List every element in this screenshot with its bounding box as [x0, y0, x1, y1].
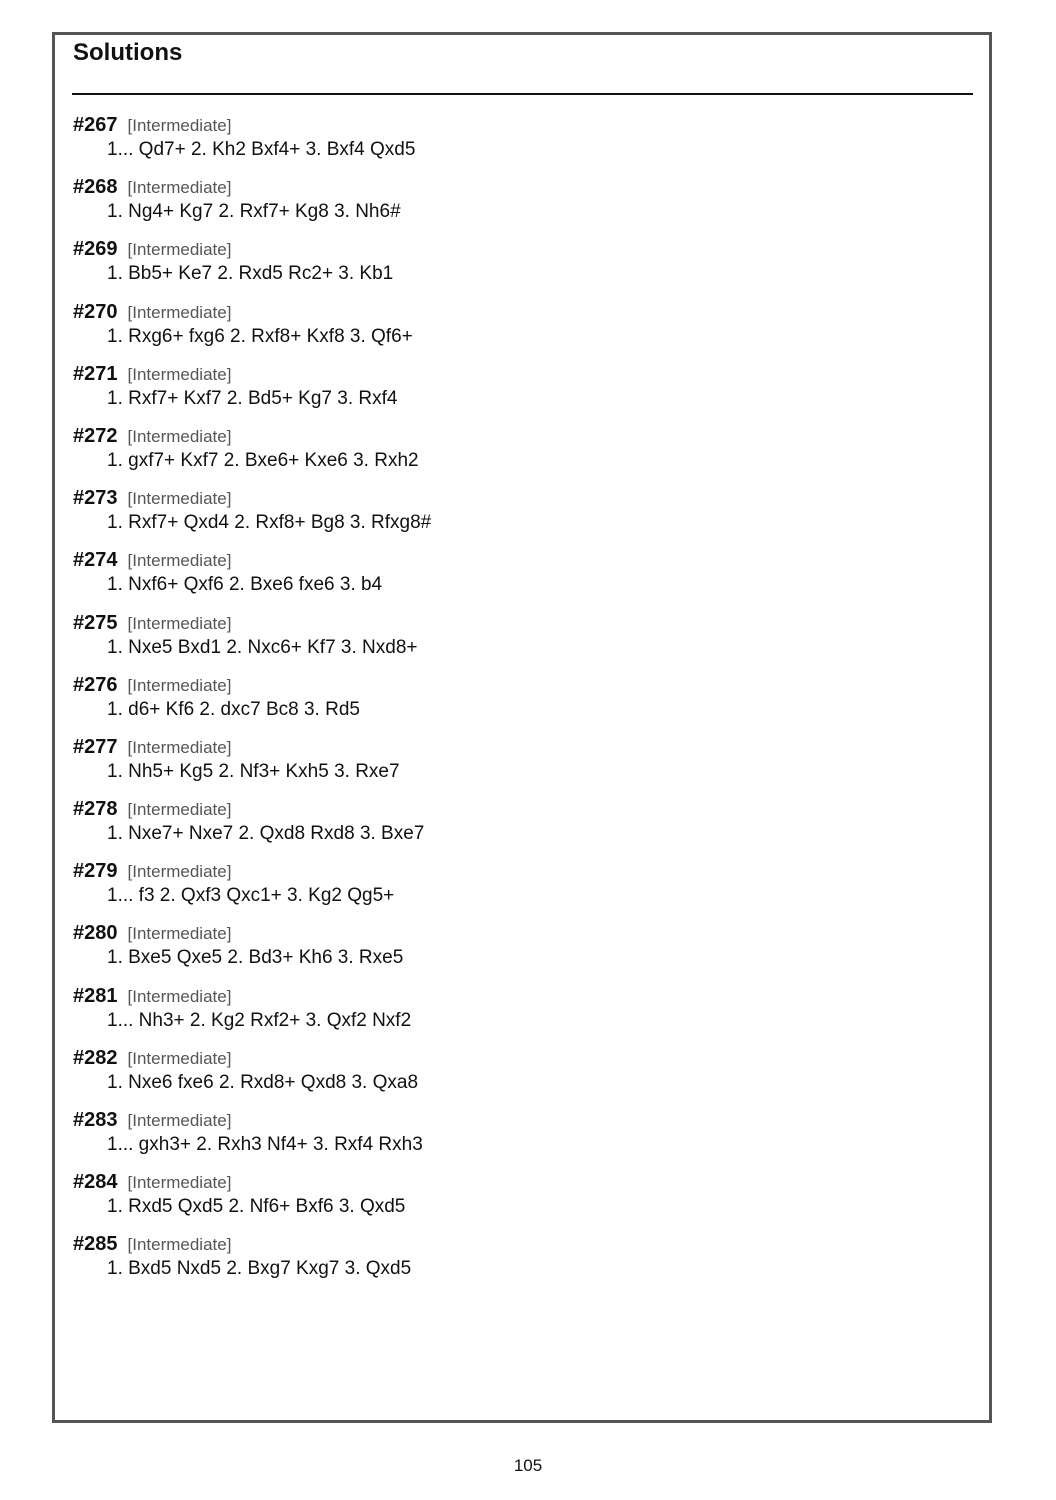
solution-moves: 1. Rxg6+ fxg6 2. Rxf8+ Kxf8 3. Qf6+ [107, 325, 413, 347]
solutions-list [73, 112, 953, 1294]
solution-difficulty: [Intermediate] [127, 426, 232, 446]
solution-moves: 1. Bxe5 Qxe5 2. Bd3+ Kh6 3. Rxe5 [107, 947, 404, 969]
solution-header [73, 610, 953, 636]
solution-moves: 1. Rxf7+ Kxf7 2. Bd5+ Kg7 3. Rxf4 [107, 387, 398, 409]
solution-number: #267 [73, 114, 118, 136]
solution-difficulty: [Intermediate] [127, 489, 232, 509]
solution-header [73, 236, 953, 262]
solution-difficulty: [Intermediate] [127, 1173, 232, 1193]
solution-difficulty: [Intermediate] [127, 302, 232, 322]
solution-moves: 1. Nxe6 fxe6 2. Rxd8+ Qxd8 3. Qxa8 [107, 1071, 419, 1093]
solution-header [73, 1045, 953, 1071]
page-number: 105 [513, 1456, 543, 1475]
solution-difficulty: [Intermediate] [127, 862, 232, 882]
solution-number: #282 [73, 1046, 118, 1069]
solution-number: #278 [73, 798, 118, 821]
solution-header [73, 734, 953, 760]
solution-moves: 1. d6+ Kf6 2. dxc7 Bc8 3. Rd5 [107, 698, 360, 720]
solution-number: #275 [73, 611, 118, 634]
solution-header [73, 983, 953, 1009]
solution-difficulty: [Intermediate] [127, 364, 232, 384]
solution-item [73, 547, 953, 609]
solution-moves: 1... Nh3+ 2. Kg2 Rxf2+ 3. Qxf2 Nxf2 [107, 1009, 412, 1031]
solution-header [73, 1231, 953, 1257]
solution-moves: 1. Bxd5 Nxd5 2. Bxg7 Kxg7 3. Qxd5 [107, 1258, 412, 1280]
solution-header [73, 423, 953, 449]
solution-moves: 1... f3 2. Qxf3 Qxc1+ 3. Kg2 Qg5+ [107, 885, 395, 907]
solution-number: #281 [73, 984, 118, 1007]
solution-item [73, 920, 953, 982]
solution-difficulty: [Intermediate] [127, 1235, 232, 1255]
solution-item [73, 734, 953, 796]
solution-header [73, 1169, 953, 1195]
solution-moves: 1. Nxe5 Bxd1 2. Nxc6+ Kf7 3. Nxd8+ [107, 636, 418, 658]
title-divider [72, 93, 973, 95]
solution-difficulty: [Intermediate] [127, 240, 232, 260]
solution-header [73, 361, 953, 387]
solution-number: #271 [73, 362, 118, 385]
solution-number: #276 [73, 673, 118, 696]
solution-number: #268 [73, 176, 118, 199]
solution-item [73, 1169, 953, 1231]
solution-difficulty: [Intermediate] [127, 986, 232, 1006]
page-title: Solutions [73, 39, 183, 66]
solution-header [73, 112, 953, 138]
solution-item [73, 485, 953, 547]
solution-difficulty: [Intermediate] [127, 551, 232, 571]
solution-moves: 1... Qd7+ 2. Kh2 Bxf4+ 3. Bxf4 Qxd5 [107, 139, 416, 160]
solution-item [73, 299, 953, 361]
solution-moves: 1. Nxe7+ Nxe7 2. Qxd8 Rxd8 3. Bxe7 [107, 823, 425, 845]
solution-moves: 1. Bb5+ Ke7 2. Rxd5 Rc2+ 3. Kb1 [107, 263, 394, 285]
solution-item [73, 423, 953, 485]
solution-item [73, 1045, 953, 1107]
solution-difficulty: [Intermediate] [127, 800, 232, 820]
solution-moves: 1. Ng4+ Kg7 2. Rxf7+ Kg8 3. Nh6# [107, 201, 401, 223]
solution-header [73, 1107, 953, 1133]
solution-moves: 1. Nxf6+ Qxf6 2. Bxe6 fxe6 3. b4 [107, 574, 383, 596]
solution-moves: 1. gxf7+ Kxf7 2. Bxe6+ Kxe6 3. Rxh2 [107, 449, 419, 471]
solution-difficulty: [Intermediate] [127, 178, 232, 198]
solution-item [73, 361, 953, 423]
solution-difficulty: [Intermediate] [127, 737, 232, 757]
solution-difficulty: [Intermediate] [127, 613, 232, 633]
solution-item [73, 112, 953, 174]
solution-difficulty: [Intermediate] [127, 924, 232, 944]
solution-header [73, 796, 953, 822]
solution-item [73, 858, 953, 920]
solution-item [73, 174, 953, 236]
solution-moves: 1. Rxd5 Qxd5 2. Nf6+ Bxf6 3. Qxd5 [107, 1196, 406, 1218]
solution-item [73, 796, 953, 858]
solution-number: #272 [73, 424, 118, 447]
solution-item [73, 236, 953, 298]
solution-number: #277 [73, 735, 118, 758]
solution-header [73, 672, 953, 698]
solution-header [73, 174, 953, 200]
solution-number: #285 [73, 1233, 118, 1256]
solution-difficulty: [Intermediate] [127, 1048, 232, 1068]
solution-item [73, 672, 953, 734]
solution-header [73, 299, 953, 325]
solution-number: #284 [73, 1171, 118, 1194]
solution-number: #280 [73, 922, 118, 945]
solution-item [73, 610, 953, 672]
solution-difficulty: [Intermediate] [127, 1111, 232, 1130]
solution-number: #279 [73, 860, 118, 883]
solution-number: #274 [73, 549, 118, 572]
solution-moves: 1... gxh3+ 2. Rxh3 Nf4+ 3. Rxf4 Rxh3 [107, 1134, 423, 1155]
solution-moves: 1. Rxf7+ Qxd4 2. Rxf8+ Bg8 3. Rfxg8# [107, 512, 432, 534]
solution-moves: 1. Nh5+ Kg5 2. Nf3+ Kxh5 3. Rxe7 [107, 760, 400, 782]
solution-header [73, 547, 953, 573]
solutions-frame [52, 32, 992, 1423]
solution-header [73, 858, 953, 884]
solution-number: #273 [73, 487, 118, 510]
solution-number: #269 [73, 238, 118, 261]
solution-number: #270 [73, 300, 118, 323]
solution-item [73, 983, 953, 1045]
solution-difficulty: [Intermediate] [127, 116, 232, 135]
solution-item [73, 1107, 953, 1169]
solution-header [73, 485, 953, 511]
solution-number: #283 [73, 1109, 118, 1131]
solution-difficulty: [Intermediate] [127, 675, 232, 695]
solution-item [73, 1231, 953, 1293]
solution-header [73, 920, 953, 946]
